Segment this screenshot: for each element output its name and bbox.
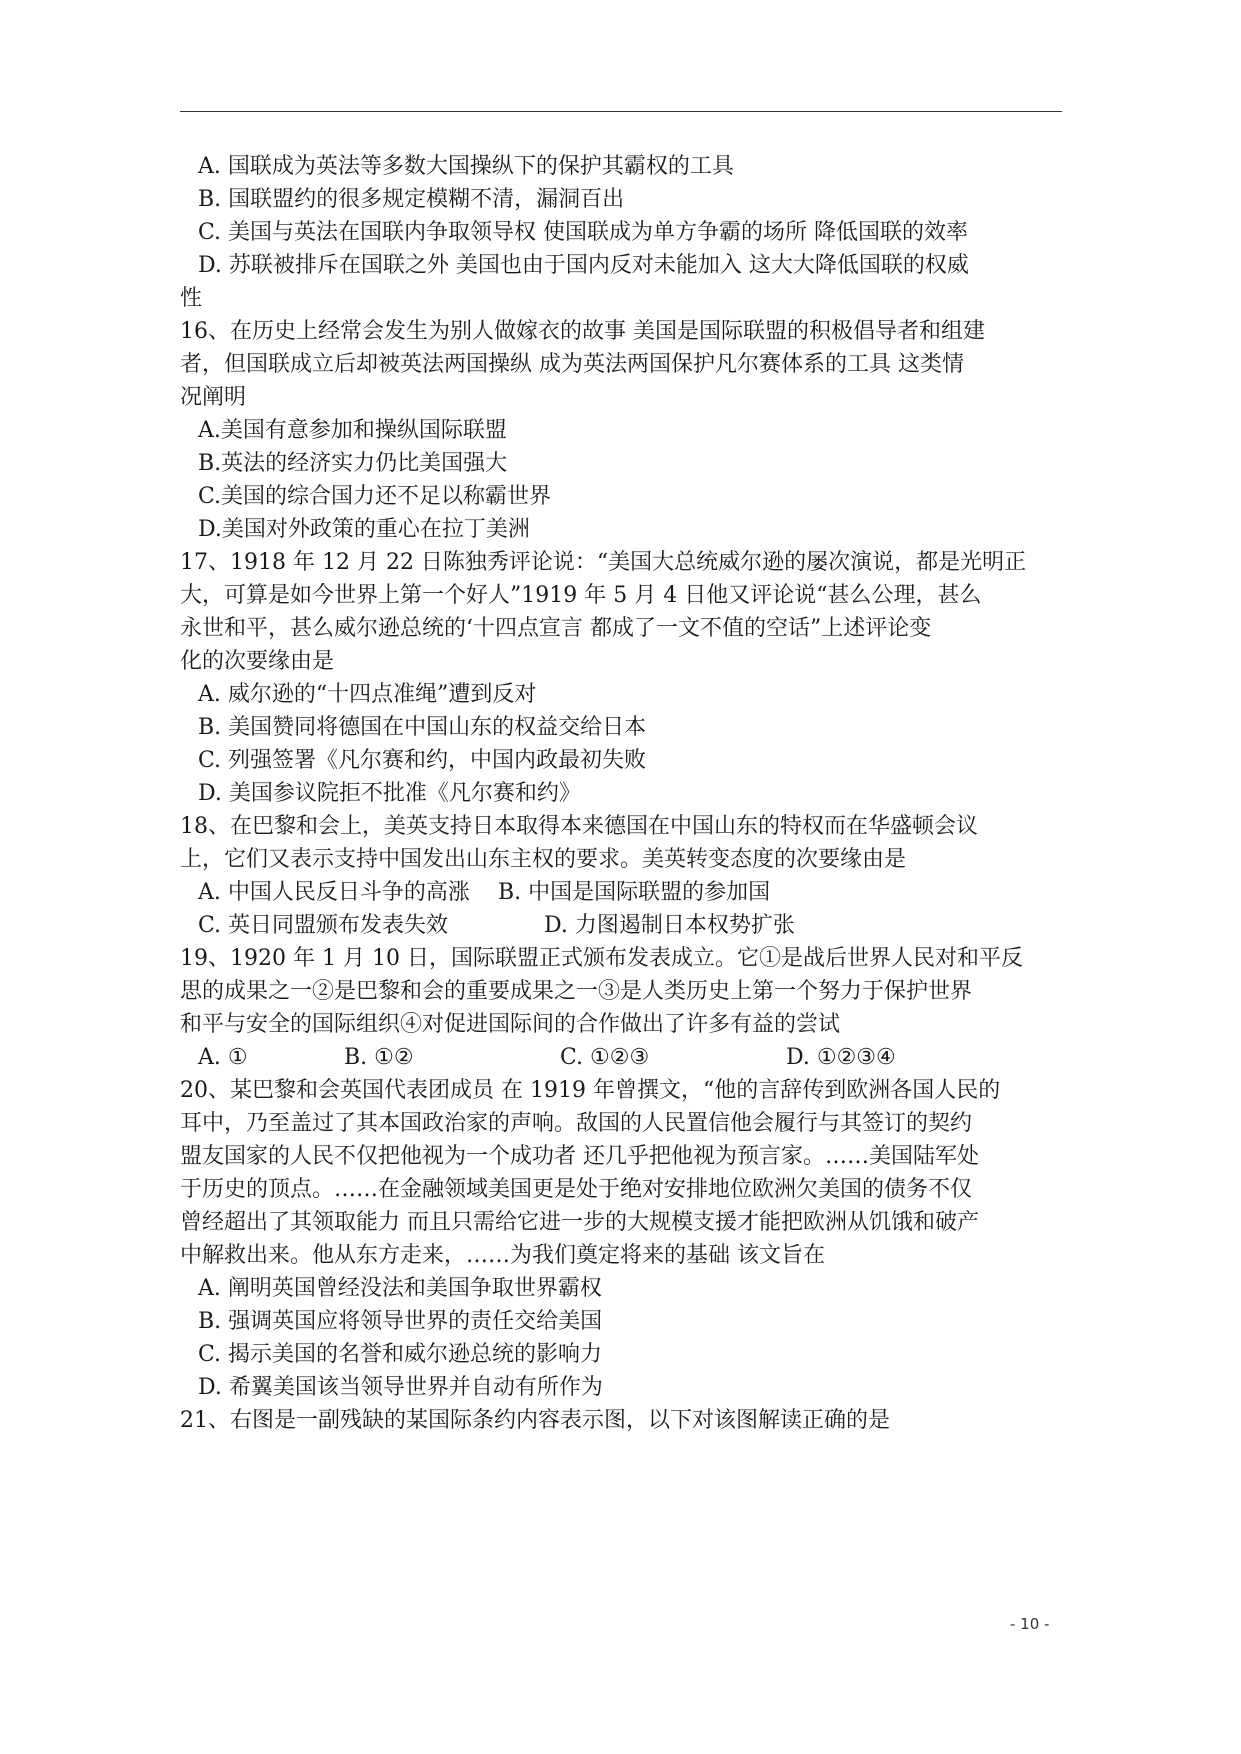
option-b: B. 中国是国际联盟的参加国 <box>498 880 771 905</box>
option-d: D. 力图遏制日本权势扩张 <box>544 913 795 938</box>
question-stem: 17、1918 年 12 月 22 日陈独秀评论说：“美国大总统威尔逊的屡次演说，都是光明正 <box>180 550 1027 575</box>
option-c: C. 英日同盟颁布发表失效 <box>198 913 449 938</box>
question-stem: 大，可算是如今世界上第一个好人”1919 年 5 月 4 日他又评论说“甚么公理，甚么 <box>180 583 982 608</box>
option-d-continued: 性 <box>180 286 203 311</box>
question-stem: 曾经超出了其领取能力 而且只需给它进一步的大规模支援才能把欧洲从饥饿和破产 <box>180 1210 979 1235</box>
header-rule <box>180 111 1062 112</box>
option-c: C. 列强签署《凡尔赛和约，中国内政最初失败 <box>198 748 647 773</box>
page-number: - 10 - <box>1010 1615 1050 1633</box>
option-d: D. 希翼美国该当领导世界并自动有所作为 <box>198 1375 603 1400</box>
question-stem: 者，但国联成立后却被英法两国操纵 成为英法两国保护凡尔赛体系的工具 这类情 <box>180 352 964 377</box>
q15-options <box>180 150 1080 315</box>
option-d: D. 苏联被排斥在国联之外 美国也由于国内反对未能加入 这大大降低国联的权威 <box>198 253 969 278</box>
option-d: D.美国对外政策的重心在拉丁美洲 <box>198 517 530 542</box>
question-20 <box>180 1074 1080 1404</box>
question-content <box>180 150 1080 1437</box>
option-a: A. 中国人民反日斗争的高涨 <box>198 880 470 905</box>
option-d: D. ①②③④ <box>786 1045 896 1070</box>
option-b: B. 国联盟约的很多规定模糊不清，漏洞百出 <box>198 187 625 212</box>
question-stem: 永世和平，甚么威尔逊总统的‘十四点宣言 都成了一文不值的空话”上述评论变 <box>180 616 932 641</box>
question-stem: 于历史的顶点。……在金融领域美国更是处于绝对安排地位欧洲欠美国的债务不仅 <box>180 1177 973 1202</box>
question-stem: 和平与安全的国际组织④对促进国际间的合作做出了许多有益的尝试 <box>180 1012 841 1037</box>
option-a: A.美国有意参加和操纵国际联盟 <box>198 418 507 443</box>
question-stem: 18、在巴黎和会上，美英支持日本取得本来德国在中国山东的特权而在华盛顿会议 <box>180 814 978 839</box>
question-stem: 盟友国家的人民不仅把他视为一个成功者 还几乎把他视为预言家。……美国陆军处 <box>180 1144 979 1169</box>
question-16 <box>180 315 1080 546</box>
question-21 <box>180 1404 1080 1437</box>
question-stem: 16、在历史上经常会发生为别人做嫁衣的故事 美国是国际联盟的积极倡导者和组建 <box>180 319 985 344</box>
option-b: B. 美国赞同将德国在中国山东的权益交给日本 <box>198 715 647 740</box>
option-c: C. 揭示美国的名誉和威尔逊总统的影响力 <box>198 1342 603 1367</box>
options-row <box>180 909 1080 942</box>
question-stem: 化的次要缘由是 <box>180 649 335 674</box>
question-stem: 耳中，乃至盖过了其本国政治家的声响。敌国的人民置信他会履行与其签订的契约 <box>180 1111 973 1136</box>
question-stem: 20、某巴黎和会英国代表团成员 在 1919 年曾撰文，“他的言辞传到欧洲各国人民的 <box>180 1078 1001 1103</box>
options-row <box>180 1041 1080 1074</box>
option-a: A. 国联成为英法等多数大国操纵下的保护其霸权的工具 <box>198 154 734 179</box>
options-row <box>180 876 1080 909</box>
question-stem: 21、右图是一副残缺的某国际条约内容表示图，以下对该图解读正确的是 <box>180 1408 890 1433</box>
question-stem: 上，它们又表示支持中国发出山东主权的要求。美英转变态度的次要缘由是 <box>180 847 907 872</box>
question-stem: 思的成果之一②是巴黎和会的重要成果之一③是人类历史上第一个努力于保护世界 <box>180 979 973 1004</box>
option-b: B. 强调英国应将领导世界的责任交给美国 <box>198 1309 603 1334</box>
option-b: B.英法的经济实力仍比美国强大 <box>198 451 508 476</box>
question-stem: 19、1920 年 1 月 10 日，国际联盟正式颁布发表成立。它①是战后世界人民对和平反 <box>180 946 1023 971</box>
question-stem: 况阐明 <box>180 385 247 410</box>
question-19 <box>180 942 1080 1074</box>
question-18 <box>180 810 1080 942</box>
option-a: A. ① <box>198 1045 248 1070</box>
option-c: C. 美国与英法在国联内争取领导权 使国联成为单方争霸的场所 降低国联的效率 <box>198 220 969 245</box>
option-c: C. ①②③ <box>560 1045 650 1070</box>
option-b: B. ①② <box>344 1045 414 1070</box>
option-c: C.美国的综合国力还不足以称霸世界 <box>198 484 552 509</box>
option-d: D. 美国参议院拒不批准《凡尔赛和约》 <box>198 781 581 806</box>
question-stem: 中解救出来。他从东方走来，……为我们奠定将来的基础 该文旨在 <box>180 1243 825 1268</box>
option-a: A. 阐明英国曾经没法和美国争取世界霸权 <box>198 1276 602 1301</box>
question-17 <box>180 546 1080 810</box>
option-a: A. 威尔逊的“十四点准绳”遭到反对 <box>198 682 537 707</box>
